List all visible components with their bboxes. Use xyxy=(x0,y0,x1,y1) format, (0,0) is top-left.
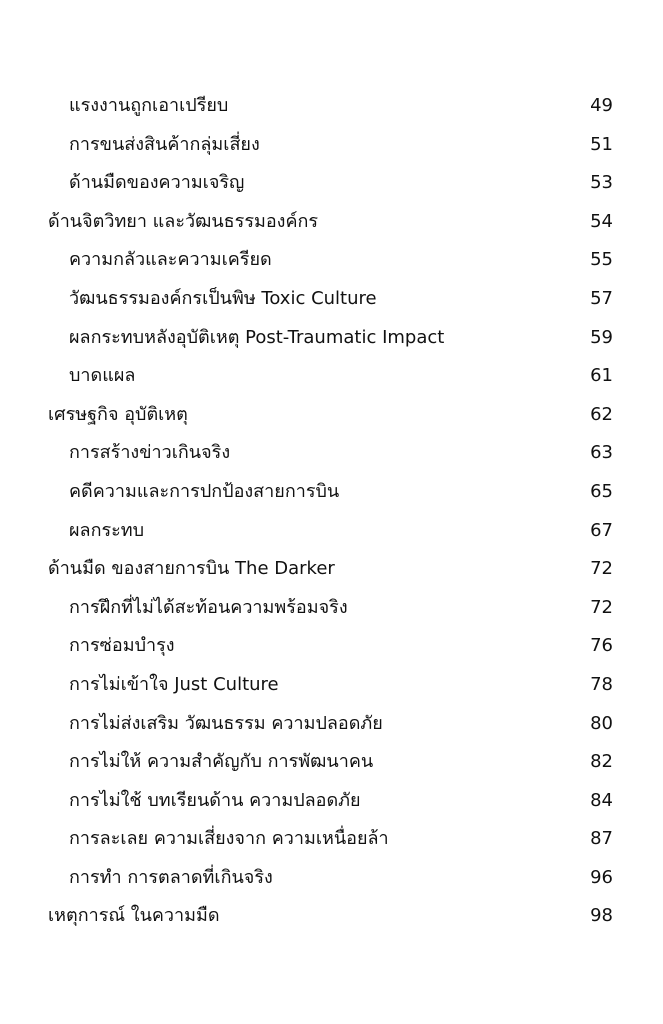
toc-entry[interactable] xyxy=(0,280,663,319)
toc-entry-page: 96 xyxy=(590,866,613,888)
toc-entry[interactable] xyxy=(0,241,663,280)
toc-entry-title: บาดแผล xyxy=(69,365,136,387)
toc-entry-title: คดีความและการปกป้องสายการบิน xyxy=(69,480,340,502)
toc-entry-page: 57 xyxy=(590,287,613,309)
toc-entry-page: 59 xyxy=(590,326,613,348)
toc-entry-title: การไม่ให้ ความสำคัญกับ การพัฒนาคน xyxy=(69,751,374,773)
toc-entry[interactable] xyxy=(0,782,663,821)
toc-entry-title: วัฒนธรรมองค์กรเป็นพิษ Toxic Culture xyxy=(69,287,377,309)
toc-section-title: เศรษฐกิจ อุบัติเหตุ xyxy=(48,403,188,425)
toc-entry[interactable] xyxy=(0,126,663,165)
toc-entry-page: 65 xyxy=(590,480,613,502)
toc-entry-title: การทำ การตลาดที่เกินจริง xyxy=(69,866,273,888)
toc-entry-page: 80 xyxy=(590,712,613,734)
toc-entry[interactable] xyxy=(0,705,663,744)
toc-entry-title: การซ่อมบำรุง xyxy=(69,635,175,657)
toc-entry[interactable] xyxy=(0,434,663,473)
toc-entry[interactable] xyxy=(0,512,663,551)
toc-section-page: 62 xyxy=(590,403,613,425)
toc-entry-page: 87 xyxy=(590,828,613,850)
toc-entry-page: 63 xyxy=(590,442,613,464)
toc-section-page: 98 xyxy=(590,905,613,927)
toc-entry-page: 51 xyxy=(590,133,613,155)
toc-entry[interactable] xyxy=(0,87,663,126)
toc-entry-page: 49 xyxy=(590,95,613,116)
toc-entry-title: การขนส่งสินค้ากลุ่มเสี่ยง xyxy=(69,133,260,155)
toc-entry-title: ด้านมืดของความเจริญ xyxy=(69,172,245,194)
toc-entry-page: 61 xyxy=(590,365,613,387)
toc-entry-title: การฝึกที่ไม่ได้สะท้อนความพร้อมจริง xyxy=(69,596,348,618)
toc-entry-title: ผลกระทบหลังอุบัติเหตุ Post-Traumatic Impact xyxy=(69,326,445,348)
toc-entry-title: การไม่เข้าใจ Just Culture xyxy=(69,673,279,695)
toc-entry-title: แรงงานถูกเอาเปรียบ xyxy=(69,95,229,116)
toc-section-title: ด้านมืด ของสายการบิน The Darker xyxy=(48,558,335,580)
toc-section[interactable] xyxy=(0,550,663,589)
toc-entry-title: การละเลย ความเสี่ยงจาก ความเหนื่อยล้า xyxy=(69,828,389,850)
toc-entry-page: 78 xyxy=(590,673,613,695)
table-of-contents xyxy=(0,87,663,936)
toc-entry[interactable] xyxy=(0,357,663,396)
toc-entry[interactable] xyxy=(0,666,663,705)
toc-section[interactable] xyxy=(0,897,663,936)
toc-entry-title: ความกลัวและความเครียด xyxy=(69,249,272,271)
toc-entry[interactable] xyxy=(0,589,663,628)
toc-section-title: ด้านจิตวิทยา และวัฒนธรรมองค์กร xyxy=(48,210,319,232)
toc-section-page: 72 xyxy=(590,558,613,580)
toc-entry-page: 53 xyxy=(590,172,613,194)
toc-entry[interactable] xyxy=(0,164,663,203)
toc-entry-page: 72 xyxy=(590,596,613,618)
toc-entry[interactable] xyxy=(0,473,663,512)
toc-section[interactable] xyxy=(0,203,663,242)
toc-entry-page: 84 xyxy=(590,789,613,811)
toc-entry-title: การไม่ส่งเสริม วัฒนธรรม ความปลอดภัย xyxy=(69,712,383,734)
toc-entry-title: ผลกระทบ xyxy=(69,519,145,541)
toc-entry[interactable] xyxy=(0,859,663,898)
toc-entry[interactable] xyxy=(0,319,663,358)
toc-entry[interactable] xyxy=(0,627,663,666)
toc-entry-title: การสร้างข่าวเกินจริง xyxy=(69,442,231,464)
toc-entry[interactable] xyxy=(0,820,663,859)
toc-entry[interactable] xyxy=(0,743,663,782)
toc-section-page: 54 xyxy=(590,210,613,232)
toc-section[interactable] xyxy=(0,396,663,435)
toc-entry-page: 82 xyxy=(590,751,613,773)
toc-entry-title: การไม่ใช้ บทเรียนด้าน ความปลอดภัย xyxy=(69,789,361,811)
toc-entry-page: 76 xyxy=(590,635,613,657)
toc-entry-page: 55 xyxy=(590,249,613,271)
toc-entry-page: 67 xyxy=(590,519,613,541)
toc-section-title: เหตุการณ์ ในความมืด xyxy=(48,905,220,927)
